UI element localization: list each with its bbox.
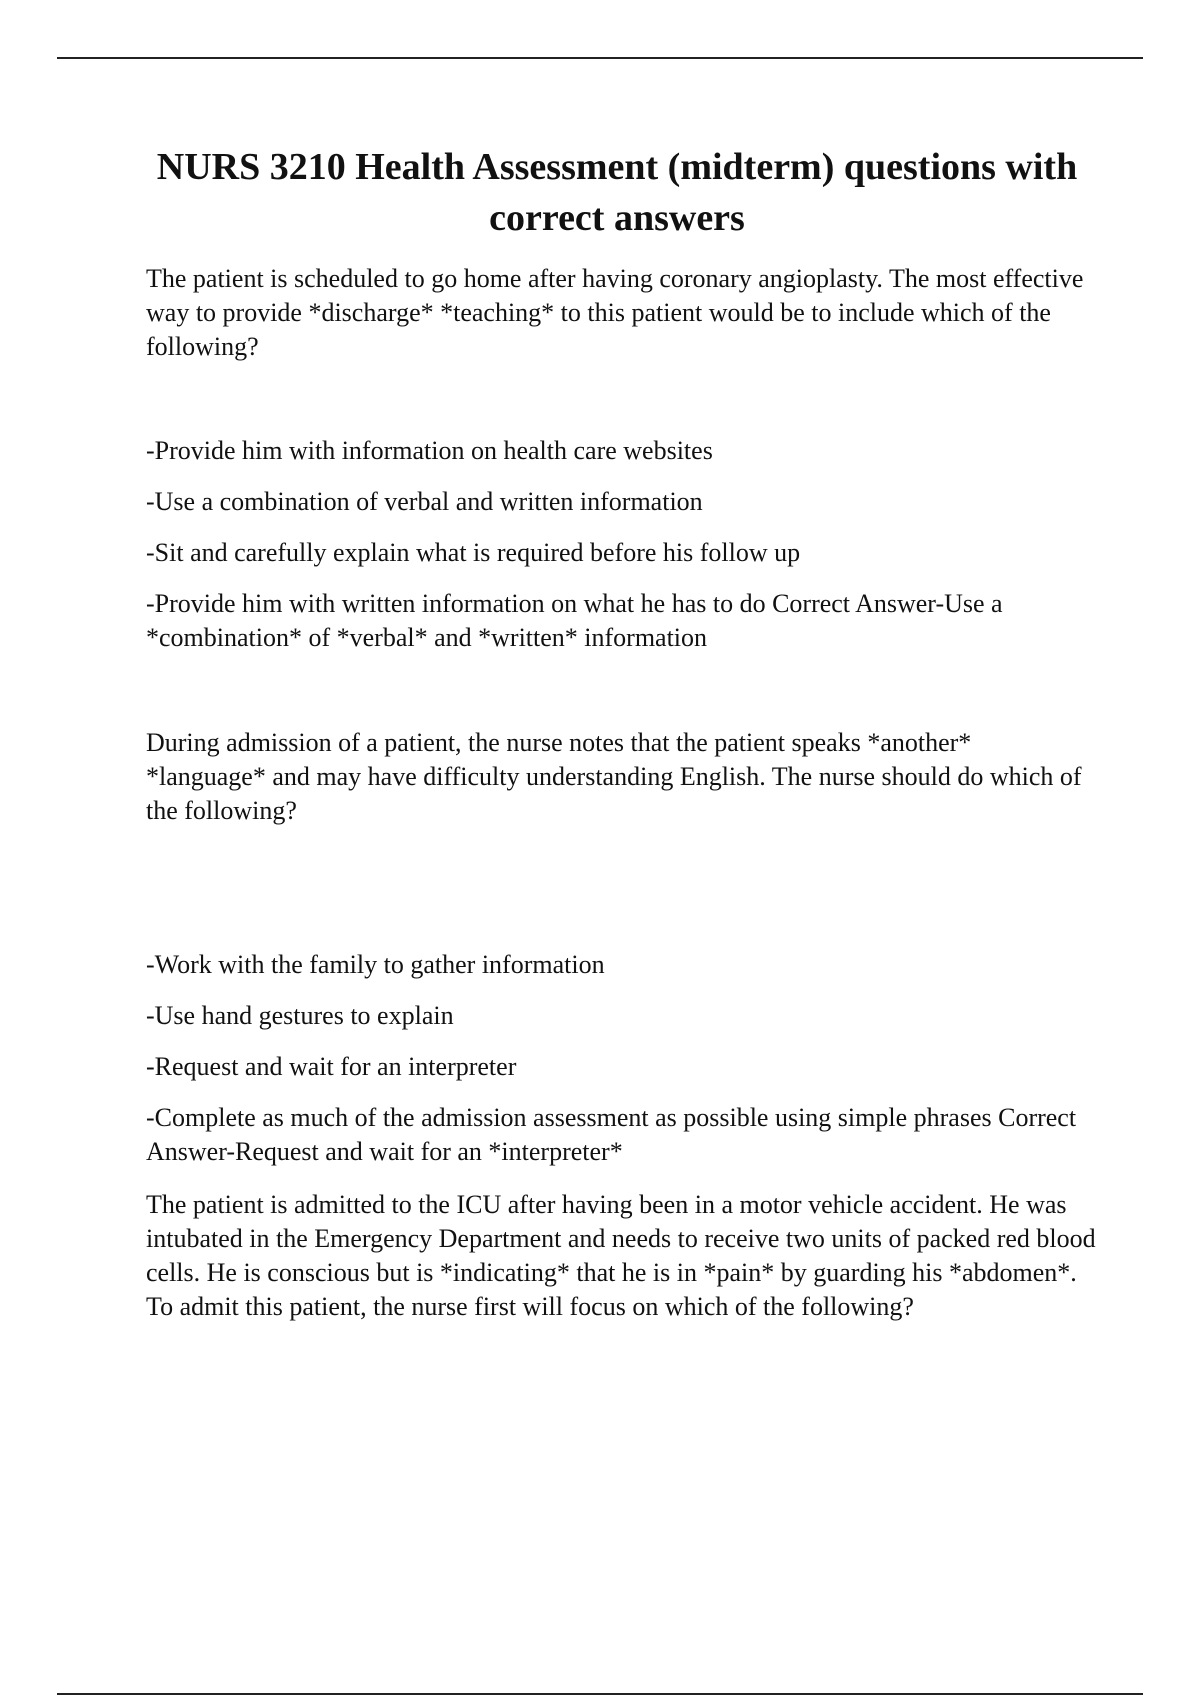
- question-1-options: [146, 434, 1096, 672]
- question-1-text: The patient is scheduled to go home after having coronary angioplasty. The most effective way to provide *discharge* *teaching* to this patient would be to include which of the following?: [146, 264, 1084, 361]
- header-rule: [57, 57, 1143, 59]
- question-2-option: -Use hand gestures to explain: [146, 1001, 454, 1030]
- question-1-option: -Provide him with information on health care websites: [146, 436, 713, 465]
- question-2-option-with-answer: -Complete as much of the admission assessment as possible using simple phrases Correct Answer-Request and wait for an *interpreter*: [146, 1103, 1077, 1166]
- question-1-option: -Use a combination of verbal and written information: [146, 487, 703, 516]
- question-1-option: -Sit and carefully explain what is required before his follow up: [146, 538, 801, 567]
- question-2-text: During admission of a patient, the nurse notes that the patient speaks *another* *language* and may have difficulty understanding English. The nurse should do which of the following?: [146, 728, 1082, 825]
- question-1-option-with-answer: -Provide him with written information on what he has to do Correct Answer-Use a *combination* of *verbal* and *written* information: [146, 589, 1003, 652]
- question-3-text: The patient is admitted to the ICU after having been in a motor vehicle accident. He was intubated in the Emergency Department and needs to receive two units of packed red blood cells. He is conscious but is *indicating* that he is in *pain* by guarding his *abdomen*. To admit this patient, the nurse first will focus on which of the following?: [146, 1190, 1096, 1321]
- question-2-option: -Request and wait for an interpreter: [146, 1052, 517, 1081]
- question-2-option: -Work with the family to gather information: [146, 950, 605, 979]
- footer-rule: [57, 1693, 1143, 1695]
- question-2-options: [146, 948, 1096, 1186]
- document-title: NURS 3210 Health Assessment (midterm) questions with correct answers: [156, 146, 1078, 239]
